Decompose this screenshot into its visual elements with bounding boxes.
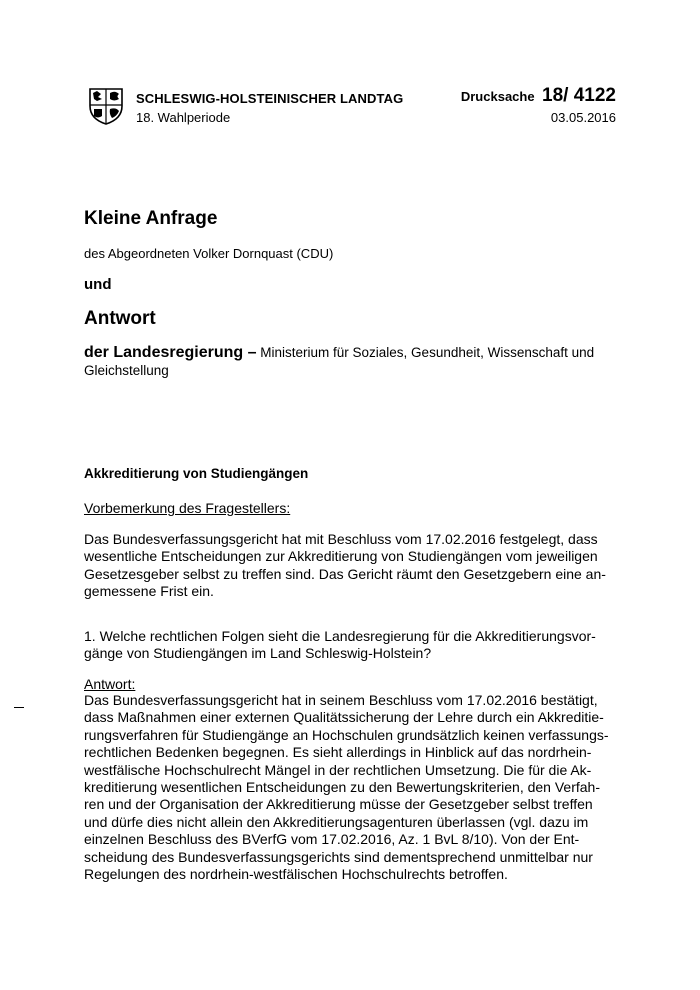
question-1: [84, 628, 619, 663]
document-date: 03.05.2016: [550, 110, 616, 125]
answer-heading: Antwort:: [84, 676, 136, 692]
text-line: rechtlichen Bedenken begegnen. Es sieht allerdings in Hinblick auf das nordrhein-: [84, 744, 592, 761]
text-line: 1. Welche rechtlichen Folgen sieht die Landesregierung für die Akkreditierungsvor-: [84, 628, 596, 644]
subtitle-abgeordneter: des Abgeordneten Volker Dornquast (CDU): [84, 246, 334, 261]
answer-text: [84, 692, 619, 883]
text-line: Das Bundesverfassungsgericht hat in seinem Beschluss vom 17.02.2016 bestätigt,: [84, 692, 598, 708]
text-line: westfälische Hochschulrecht Mängel in der rechtlichen Umsetzung. Die für die Ak-: [84, 761, 592, 778]
text-line: Regelungen des nordrhein-westfälischen Hochschulrechts betroffen.: [84, 866, 508, 883]
text-line: gemessene Frist ein.: [84, 583, 214, 600]
remark-text: [84, 531, 619, 601]
landesregierung-line: [84, 344, 624, 380]
text-line: scheidung des Bundesverfassungsgerichts sind dementsprechend unmittelbar nur: [84, 848, 593, 865]
text-line: Gesetzesgeber selbst zu treffen sind. Das Gericht räumt den Gesetzgebern eine an-: [84, 565, 606, 582]
text-line: kreditierung wesentlichen Entscheidungen zu den Bewertungskriterien, den Verfah-: [84, 779, 600, 796]
parliament-name: SCHLESWIG-HOLSTEINISCHER LANDTAG: [136, 91, 404, 106]
topic-heading: Akkreditierung von Studiengängen: [84, 466, 309, 481]
title-kleine-anfrage: Kleine Anfrage: [84, 208, 218, 229]
text-line: Das Bundesverfassungsgericht hat mit Beschluss vom 17.02.2016 festgelegt, dass: [84, 531, 598, 547]
schleswig-holstein-crest-icon: [86, 86, 126, 126]
landesregierung-label: der Landesregierung –: [84, 344, 257, 361]
remark-heading: Vorbemerkung des Fragestellers:: [84, 500, 291, 516]
title-antwort: Antwort: [84, 308, 156, 329]
text-line: rungsverfahren für Studiengänge an Hochschulen grundsätzlich keinen verfassungs-: [84, 726, 609, 743]
text-line: einzelnen Beschluss des BVerfG vom 17.02.2016, Az. 1 BvL 8/10). Von der Ent-: [84, 831, 580, 848]
title-und: und: [84, 276, 112, 293]
text-line: wesentliche Entscheidungen zur Akkreditierung von Studiengängen vom jeweiligen: [84, 548, 598, 565]
drucksache-label: Drucksache: [460, 89, 535, 104]
margin-mark: [14, 707, 24, 708]
ministerium-name: Ministerium für Soziales, Gesundheit, Wissenschaft und Gleichstellung: [84, 345, 595, 378]
drucksache-reference: [461, 85, 616, 107]
text-line: dass Maßnahmen einer externen Qualitätssicherung der Lehre durch ein Akkreditie-: [84, 709, 604, 726]
text-line: und dürfe dies nicht allein den Akkreditierungsagenturen überlassen (vgl. dazu im: [84, 813, 589, 830]
text-line: ren und der Organisation der Akkreditierung müsse der Gesetzgeber selbst treffen: [84, 796, 593, 813]
drucksache-number: 18/ 4122: [542, 85, 616, 106]
legislative-period: 18. Wahlperiode: [136, 110, 231, 125]
text-line: gänge von Studiengängen im Land Schleswig-Holstein?: [84, 645, 432, 662]
